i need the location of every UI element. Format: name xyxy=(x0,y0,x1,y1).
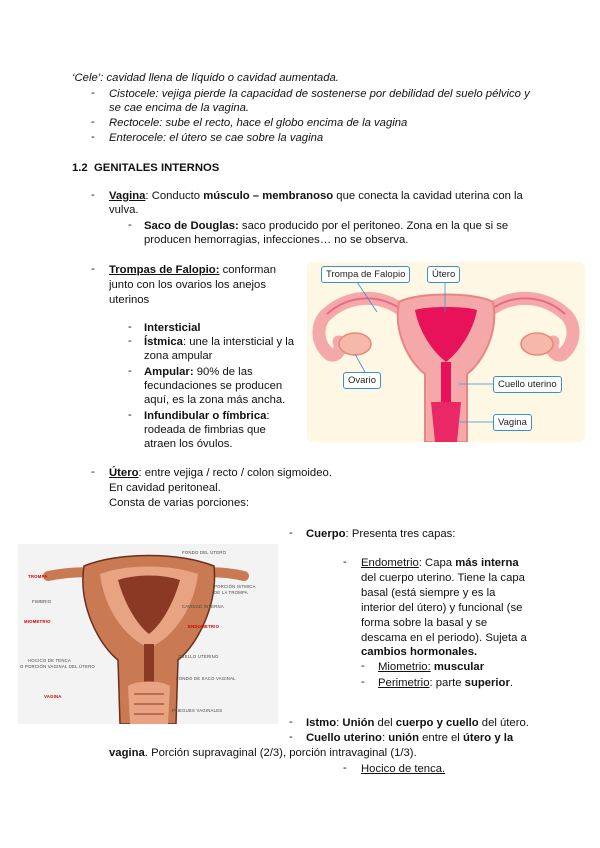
vagina-term: Vagina xyxy=(109,190,146,202)
bullet-dash: - xyxy=(128,365,132,377)
cuello-b3: vagina xyxy=(109,747,145,759)
bullet-dash: - xyxy=(361,660,365,672)
istmo-line xyxy=(306,716,529,732)
cistocele-line2: se cae encima de la vagina. xyxy=(109,102,250,114)
istmo-b1: Unión xyxy=(342,717,375,729)
intersticial-term: Intersticial xyxy=(144,322,201,334)
label-porcion-istmica: PORCIÓN ISTMICA xyxy=(214,584,256,589)
bullet-dash: - xyxy=(343,556,347,568)
label-hocico: HOCICO DE TENCA xyxy=(28,658,72,663)
label-vagina-2: VAGINA xyxy=(44,694,62,699)
bullet-dash: - xyxy=(128,321,132,333)
cervical-canal-section xyxy=(144,644,154,686)
perimetrio-end: . xyxy=(509,677,513,689)
utero-line3: Consta de varias porciones: xyxy=(109,497,250,509)
vagina-text-b: que conecta la cavidad uterina con la xyxy=(333,190,523,202)
uterine-section-diagram xyxy=(18,544,278,724)
endometrio-t1: : Capa xyxy=(418,557,456,569)
label-trompa: Trompa de Falopio xyxy=(321,266,410,283)
bullet-dash: - xyxy=(289,716,293,728)
label-miometrio-2: MIOMETRIO xyxy=(24,619,51,624)
label-de-la-trompa: DE LA TROMPA xyxy=(214,590,248,595)
istmo-term: Istmo xyxy=(306,717,337,729)
label-endometrio-2: ENDOMETRIO xyxy=(188,624,220,629)
label-fondo-saco: FONDO DE SACO VAGINAL xyxy=(176,676,236,681)
cuello-line2 xyxy=(109,746,417,762)
endometrio-term: Endometrio xyxy=(361,557,419,569)
cuello-t2: entre el xyxy=(418,732,463,744)
perimetrio-bold: superior xyxy=(464,677,510,689)
right-ovary xyxy=(521,333,553,355)
label-pliegues: PLIEGUES VAGINALES xyxy=(172,708,223,713)
bullet-dash: - xyxy=(91,189,95,201)
endometrio-bold1: más interna xyxy=(455,557,519,569)
section-number: 1.2 xyxy=(72,162,88,174)
ampular-term: Ampular: xyxy=(144,366,194,378)
utero-line1 xyxy=(109,466,332,482)
bullet-dash: - xyxy=(91,466,95,478)
ampular-line2: fecundaciones se producen xyxy=(144,380,283,392)
utero-term: Útero xyxy=(109,467,139,479)
endometrio-line4: interior del útero) y funcional (se xyxy=(361,602,523,614)
trompas-text1: conforman xyxy=(219,264,276,276)
bullet-dash: - xyxy=(128,335,132,347)
cuello-b2: útero y la xyxy=(462,732,514,744)
saco-douglas-text: saco producido por el peritoneo. Zona en la que si se xyxy=(238,220,509,232)
section-heading xyxy=(72,161,219,177)
cuello-t3: . Porción supravaginal (2/3), porción intravaginal (1/3). xyxy=(144,747,417,759)
left-ovary xyxy=(339,333,371,355)
miometrio-bold: muscular xyxy=(430,661,485,673)
vagina-line2: vulva. xyxy=(109,204,139,216)
istmica-line2: zona ampular xyxy=(144,350,213,362)
vagina-line1 xyxy=(109,189,523,205)
bullet-dash: - xyxy=(128,409,132,421)
ampular-line3: aquí, es la zona más ancha. xyxy=(144,394,286,406)
vagina-bold: músculo – membranoso xyxy=(203,190,334,202)
perimetrio-text: : parte xyxy=(429,677,465,689)
perimetrio-line xyxy=(378,676,513,692)
vaginal-canal xyxy=(431,402,461,442)
infundibular-text: : xyxy=(266,410,270,422)
infundibular-line2: rodeada de fimbrias que xyxy=(144,424,266,436)
bullet-dash: - xyxy=(361,676,365,688)
cervical-canal xyxy=(441,362,451,402)
label-cavidad-interna: CAVIDAD INTERNA xyxy=(182,604,224,609)
cuello-line1 xyxy=(306,731,513,747)
label-porcion-vaginal: O PORCIÓN VAGINAL DEL ÚTERO xyxy=(20,664,95,669)
endometrio-line5: forma sobre la basal y se xyxy=(361,617,488,629)
infundibular-line3: atraen los óvulos. xyxy=(144,438,233,450)
label-ovario: Ovario xyxy=(343,372,381,389)
endometrio-line3: basal (está siempre y es la xyxy=(361,587,496,599)
bullet-dash: - xyxy=(91,116,95,128)
istmo-t2: del xyxy=(374,717,396,729)
cuello-b1: unión xyxy=(388,732,419,744)
trompas-line2: junto con los ovarios los anejos xyxy=(109,279,266,291)
endometrio-line2: del cuerpo uterino. Tiene la capa xyxy=(361,572,525,584)
bullet-dash: - xyxy=(289,527,293,539)
endometrio-line1 xyxy=(361,556,519,572)
bullet-dash: - xyxy=(343,762,347,774)
uterus-diagram-svg xyxy=(307,262,585,442)
cele-definition: ‘Cele’: cavidad llena de líquido o cavidad aumentada. xyxy=(72,72,339,84)
hocico-term: Hocico de tenca. xyxy=(361,763,446,775)
bullet-dash: - xyxy=(289,731,293,743)
istmo-t1: : xyxy=(336,717,343,729)
rectocele-line: Rectocele: sube el recto, hace el globo encima de la vagina xyxy=(109,117,408,129)
bullet-dash: - xyxy=(91,87,95,99)
bullet-dash: - xyxy=(91,263,95,275)
cuello-term: Cuello uterino xyxy=(306,732,382,744)
saco-douglas-term: Saco de Douglas: xyxy=(144,220,239,232)
ampular-text: 90% de las xyxy=(193,366,253,378)
label-cuello-uterino-2: CUELLO UTERINO xyxy=(178,654,219,659)
cuerpo-term: Cuerpo xyxy=(306,528,346,540)
label-utero: Útero xyxy=(427,266,460,283)
label-fimbrio: FIMBRIO xyxy=(32,599,52,604)
label-trompa-2: TROMPA xyxy=(28,574,48,579)
utero-line2: En cavidad peritoneal. xyxy=(109,482,221,494)
saco-douglas-line2: producen hemorragias, infecciones… no se observa. xyxy=(144,234,409,246)
bullet-dash: - xyxy=(91,131,95,143)
vaginal-folds xyxy=(128,682,170,725)
endometrio-line6: descama en el periodo). Sujeta a xyxy=(361,632,527,644)
trompas-line3: uterinos xyxy=(109,294,150,306)
trompas-term: Trompas de Falopio: xyxy=(109,264,220,276)
miometrio-line xyxy=(378,660,484,676)
istmica-text: : une la intersticial y la xyxy=(182,336,295,348)
vagina-text-a: : Conducto xyxy=(145,190,204,202)
section-title: GENITALES INTERNOS xyxy=(94,162,220,174)
perimetrio-term: Perimetrio xyxy=(378,677,430,689)
istmo-t3: del útero. xyxy=(478,717,529,729)
label-fondo-utero: FONDO DEL ÚTERO xyxy=(182,550,227,555)
enterocele-line: Enterocele: el útero se cae sobre la vagina xyxy=(109,132,324,144)
label-vagina: Vagina xyxy=(493,414,532,431)
cuerpo-text: : Presenta tres capas: xyxy=(345,528,456,540)
istmica-term: Ístmica xyxy=(144,336,183,348)
trompas-line1 xyxy=(109,263,276,279)
cuerpo-line xyxy=(306,527,455,543)
endometrio-line7: cambios hormonales. xyxy=(361,646,478,658)
utero-text1: : entre vejiga / recto / colon sigmoideo. xyxy=(138,467,332,479)
miometrio-term: Miometrio: xyxy=(378,661,431,673)
bullet-dash: - xyxy=(128,219,132,231)
uterus-diagram xyxy=(307,262,585,442)
cistocele-line1: Cistocele: vejiga pierde la capacidad de sostenerse por debilidad del suelo pélvico y xyxy=(109,88,530,100)
infundibular-term: Infundibular o fímbrica xyxy=(144,410,267,422)
label-cuello: Cuello uterino xyxy=(493,376,562,393)
istmo-b2: cuerpo y cuello xyxy=(395,717,479,729)
cuello-t1: : xyxy=(381,732,389,744)
